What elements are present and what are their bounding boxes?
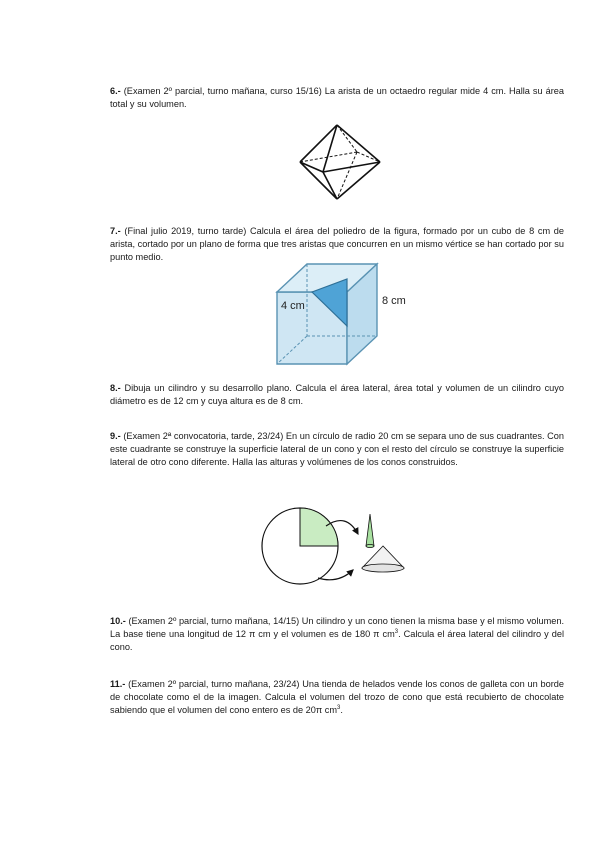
problem-8 <box>110 382 564 408</box>
problem-text: La arista de un octaedro regular mide 4 cm. Halla su área total y su volumen. <box>110 86 564 109</box>
problem-number: 11.- <box>110 679 126 689</box>
problem-7 <box>110 225 564 264</box>
problem-text: En un círculo de radio 20 cm se separa uno de sus cuadrantes. Con este cuadrante se construye la superficie lateral de un cono y con el resto del círculo se construye la superficie lateral de otro cono diferente. Halla las alturas y volúmenes de los conos construidos. <box>110 431 565 467</box>
problem-source: (Examen 2º parcial, turno mañana, 23/24) <box>128 679 300 689</box>
octahedron-figure <box>295 122 385 202</box>
edge-label-left: 4 cm <box>281 300 305 312</box>
problem-text: Calcula el área del poliedro de la figura, formado por un cubo de 8 cm de arista, cortado por un plano de forma que tres aristas que concurren en un mismo vértice se han cortado por su punto medio. <box>110 226 564 262</box>
edge-label-right: 8 cm <box>382 295 406 307</box>
problem-source: (Final julio 2019, turno tarde) <box>124 226 247 236</box>
problem-11 <box>110 678 564 717</box>
problem-source: (Examen 2ª convocatoria, tarde, 23/24) <box>123 431 284 441</box>
problem-text: Un cilindro y un cono tienen la misma base y el mismo volumen. La base tiene una longitud de 12 π cm y el volumen es de 180 π $cm^3$. Calcula el área lateral del cilindro y del cono. <box>110 616 564 652</box>
problem-source: (Examen 2º parcial, turno mañana, 14/15) <box>128 616 300 626</box>
problem-text: Dibuja un cilindro y su desarrollo plano. Calcula el área lateral, área total y volumen de un cilindro cuyo diámetro es de 12 cm y cuya altura es de 8 cm. <box>110 383 564 406</box>
problem-text: Una tienda de helados vende los conos de galleta con un borde de chocolate como el de la imagen. Calcula el volumen del trozo de cono que está recubierto de chocolate sabiendo que el volumen del cono entero es de 20π $cm^3$. <box>110 679 565 715</box>
problem-number: 8.- <box>110 383 121 393</box>
problem-9 <box>110 430 564 469</box>
problem-number: 9.- <box>110 431 121 441</box>
small-cone <box>366 514 374 546</box>
problem-6 <box>110 85 564 111</box>
problem-number: 6.- <box>110 86 121 96</box>
problem-source: (Examen 2º parcial, turno mañana, curso 15/16) <box>123 86 322 96</box>
problem-number: 10.- <box>110 616 126 626</box>
quadrant <box>300 508 338 546</box>
problem-number: 7.- <box>110 226 121 236</box>
circle-cones-figure <box>258 504 418 600</box>
problem-10 <box>110 615 564 654</box>
cut-cube-figure <box>272 262 420 366</box>
